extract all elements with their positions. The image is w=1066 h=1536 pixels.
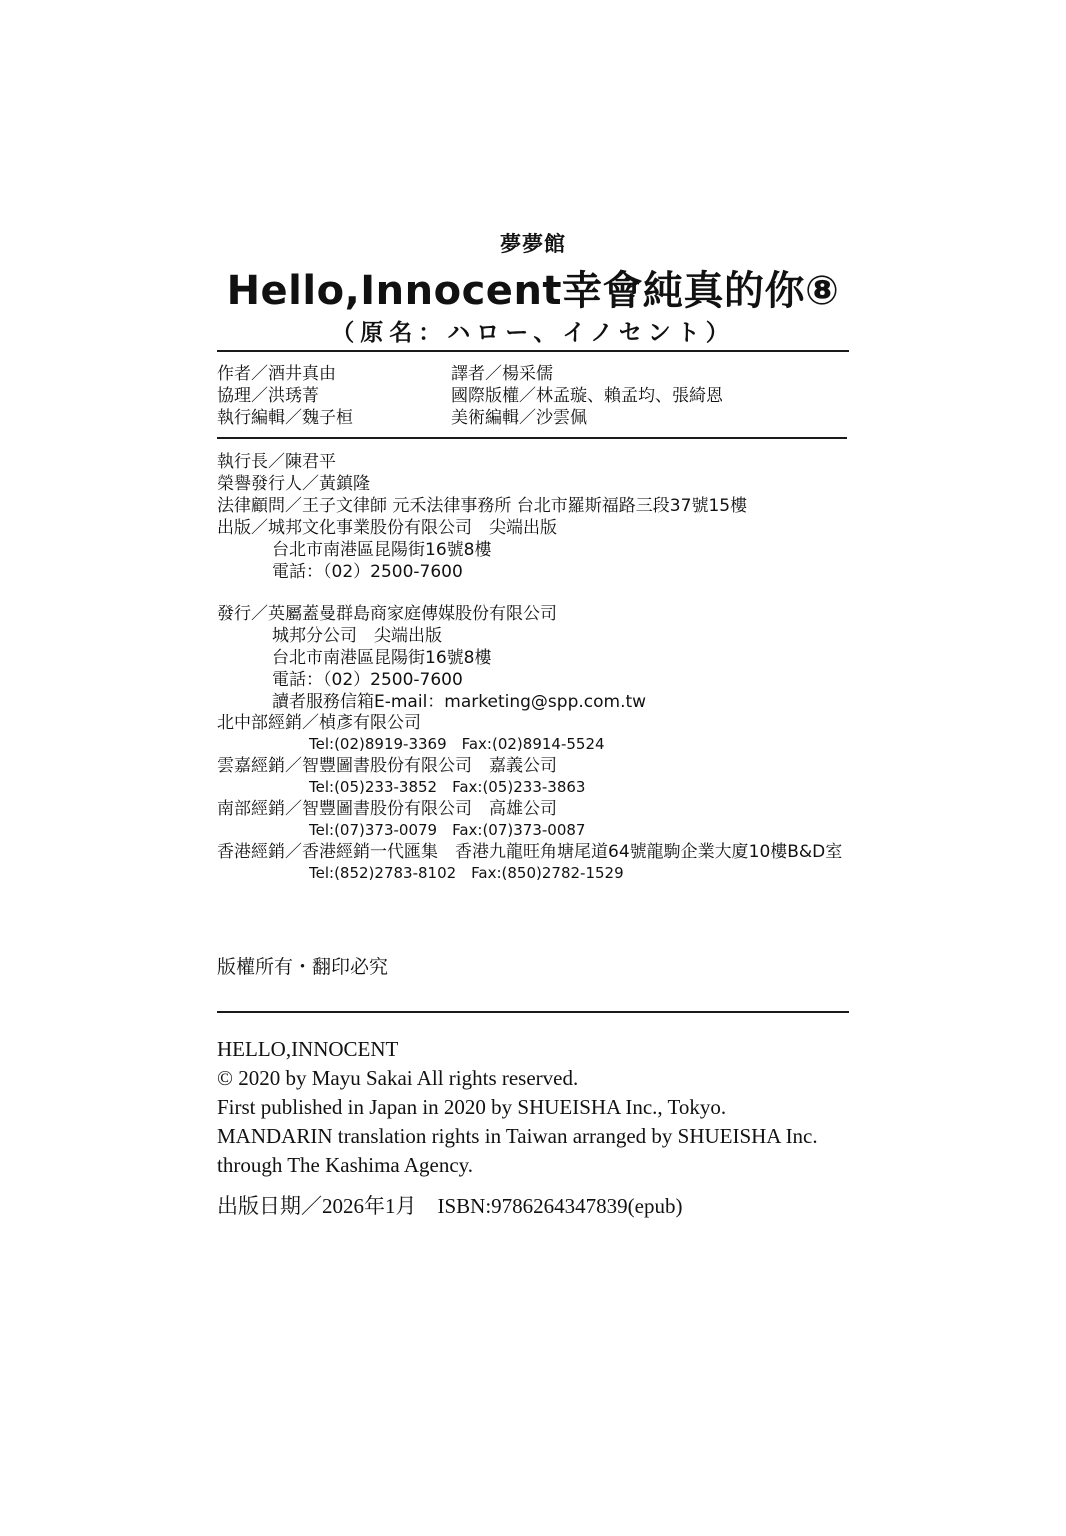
english-title: HELLO,INNOCENT [217, 1037, 399, 1061]
distributor-chiayi: 雲嘉經銷／智豐圖書股份有限公司 嘉義公司 [217, 756, 557, 776]
credit-intl-rights: 國際版權／林孟璇、賴孟均、張綺恩 [451, 386, 723, 406]
publisher-address: 台北市南港區昆陽街16號8樓 [272, 540, 492, 560]
english-agency: through The Kashima Agency. [217, 1153, 474, 1177]
distribution-phone: 電話：（02）2500-7600 [272, 670, 463, 690]
publisher-ceo: 執行長／陳君平 [217, 452, 336, 472]
distributor-south-tel: Tel:(07)373-0079 Fax:(07)373-0087 [309, 821, 586, 839]
publisher-name: 出版／城邦文化事業股份有限公司 尖端出版 [217, 518, 557, 538]
distribution-email: 讀者服務信箱E-mail：marketing@spp.com.tw [272, 692, 647, 712]
credit-art-editor: 美術編輯／沙雲佩 [451, 408, 587, 428]
english-first-published: First published in Japan in 2020 by SHUEISHA Inc., Tokyo. [217, 1095, 727, 1119]
original-title: （原名：ハロー、イノセント） [331, 320, 735, 346]
distribution-address: 台北市南港區昆陽街16號8樓 [272, 648, 492, 668]
english-copyright-line: © 2020 by Mayu Sakai All rights reserved. [217, 1066, 579, 1090]
credit-author: 作者／酒井真由 [217, 364, 336, 384]
distributor-hongkong-tel: Tel:(852)2783-8102 Fax:(850)2782-1529 [309, 864, 624, 882]
distributor-north: 北中部經銷／楨彥有限公司 [217, 713, 421, 733]
rights-notice: 版權所有・翻印必究 [217, 956, 389, 978]
credit-translator: 譯者／楊采儒 [451, 364, 553, 384]
imprint-name: 夢夢館 [500, 232, 566, 256]
divider-bottom [217, 1011, 849, 1013]
publisher-honorary: 榮譽發行人／黃鎮隆 [217, 474, 370, 494]
distributor-hongkong: 香港經銷／香港經銷一代匯集 香港九龍旺角塘尾道64號龍駒企業大廈10樓B&D室 [217, 842, 843, 862]
credit-exec-editor: 執行編輯／魏子桓 [217, 408, 353, 428]
distribution-branch: 城邦分公司 尖端出版 [272, 626, 442, 646]
publisher-phone: 電話：（02）2500-7600 [272, 562, 463, 582]
publisher-legal: 法律顧問／王子文律師 元禾法律事務所 台北市羅斯福路三段37號15樓 [217, 496, 748, 516]
distribution-issuer: 發行／英屬蓋曼群島商家庭傳媒股份有限公司 [217, 604, 557, 624]
credit-manager: 協理／洪琇菁 [217, 386, 319, 406]
distributor-chiayi-tel: Tel:(05)233-3852 Fax:(05)233-3863 [309, 778, 586, 796]
distributor-south: 南部經銷／智豐圖書股份有限公司 高雄公司 [217, 799, 557, 819]
book-title: Hello,Innocent幸會純真的你⑧ [226, 268, 840, 314]
divider-top [217, 350, 849, 352]
distributor-north-tel: Tel:(02)8919-3369 Fax:(02)8914-5524 [309, 735, 605, 753]
publication-date-isbn: 出版日期／2026年1月 ISBN:9786264347839(epub) [217, 1194, 683, 1218]
english-translation-rights: MANDARIN translation rights in Taiwan arranged by SHUEISHA Inc. [217, 1124, 818, 1148]
divider-middle [217, 437, 847, 439]
